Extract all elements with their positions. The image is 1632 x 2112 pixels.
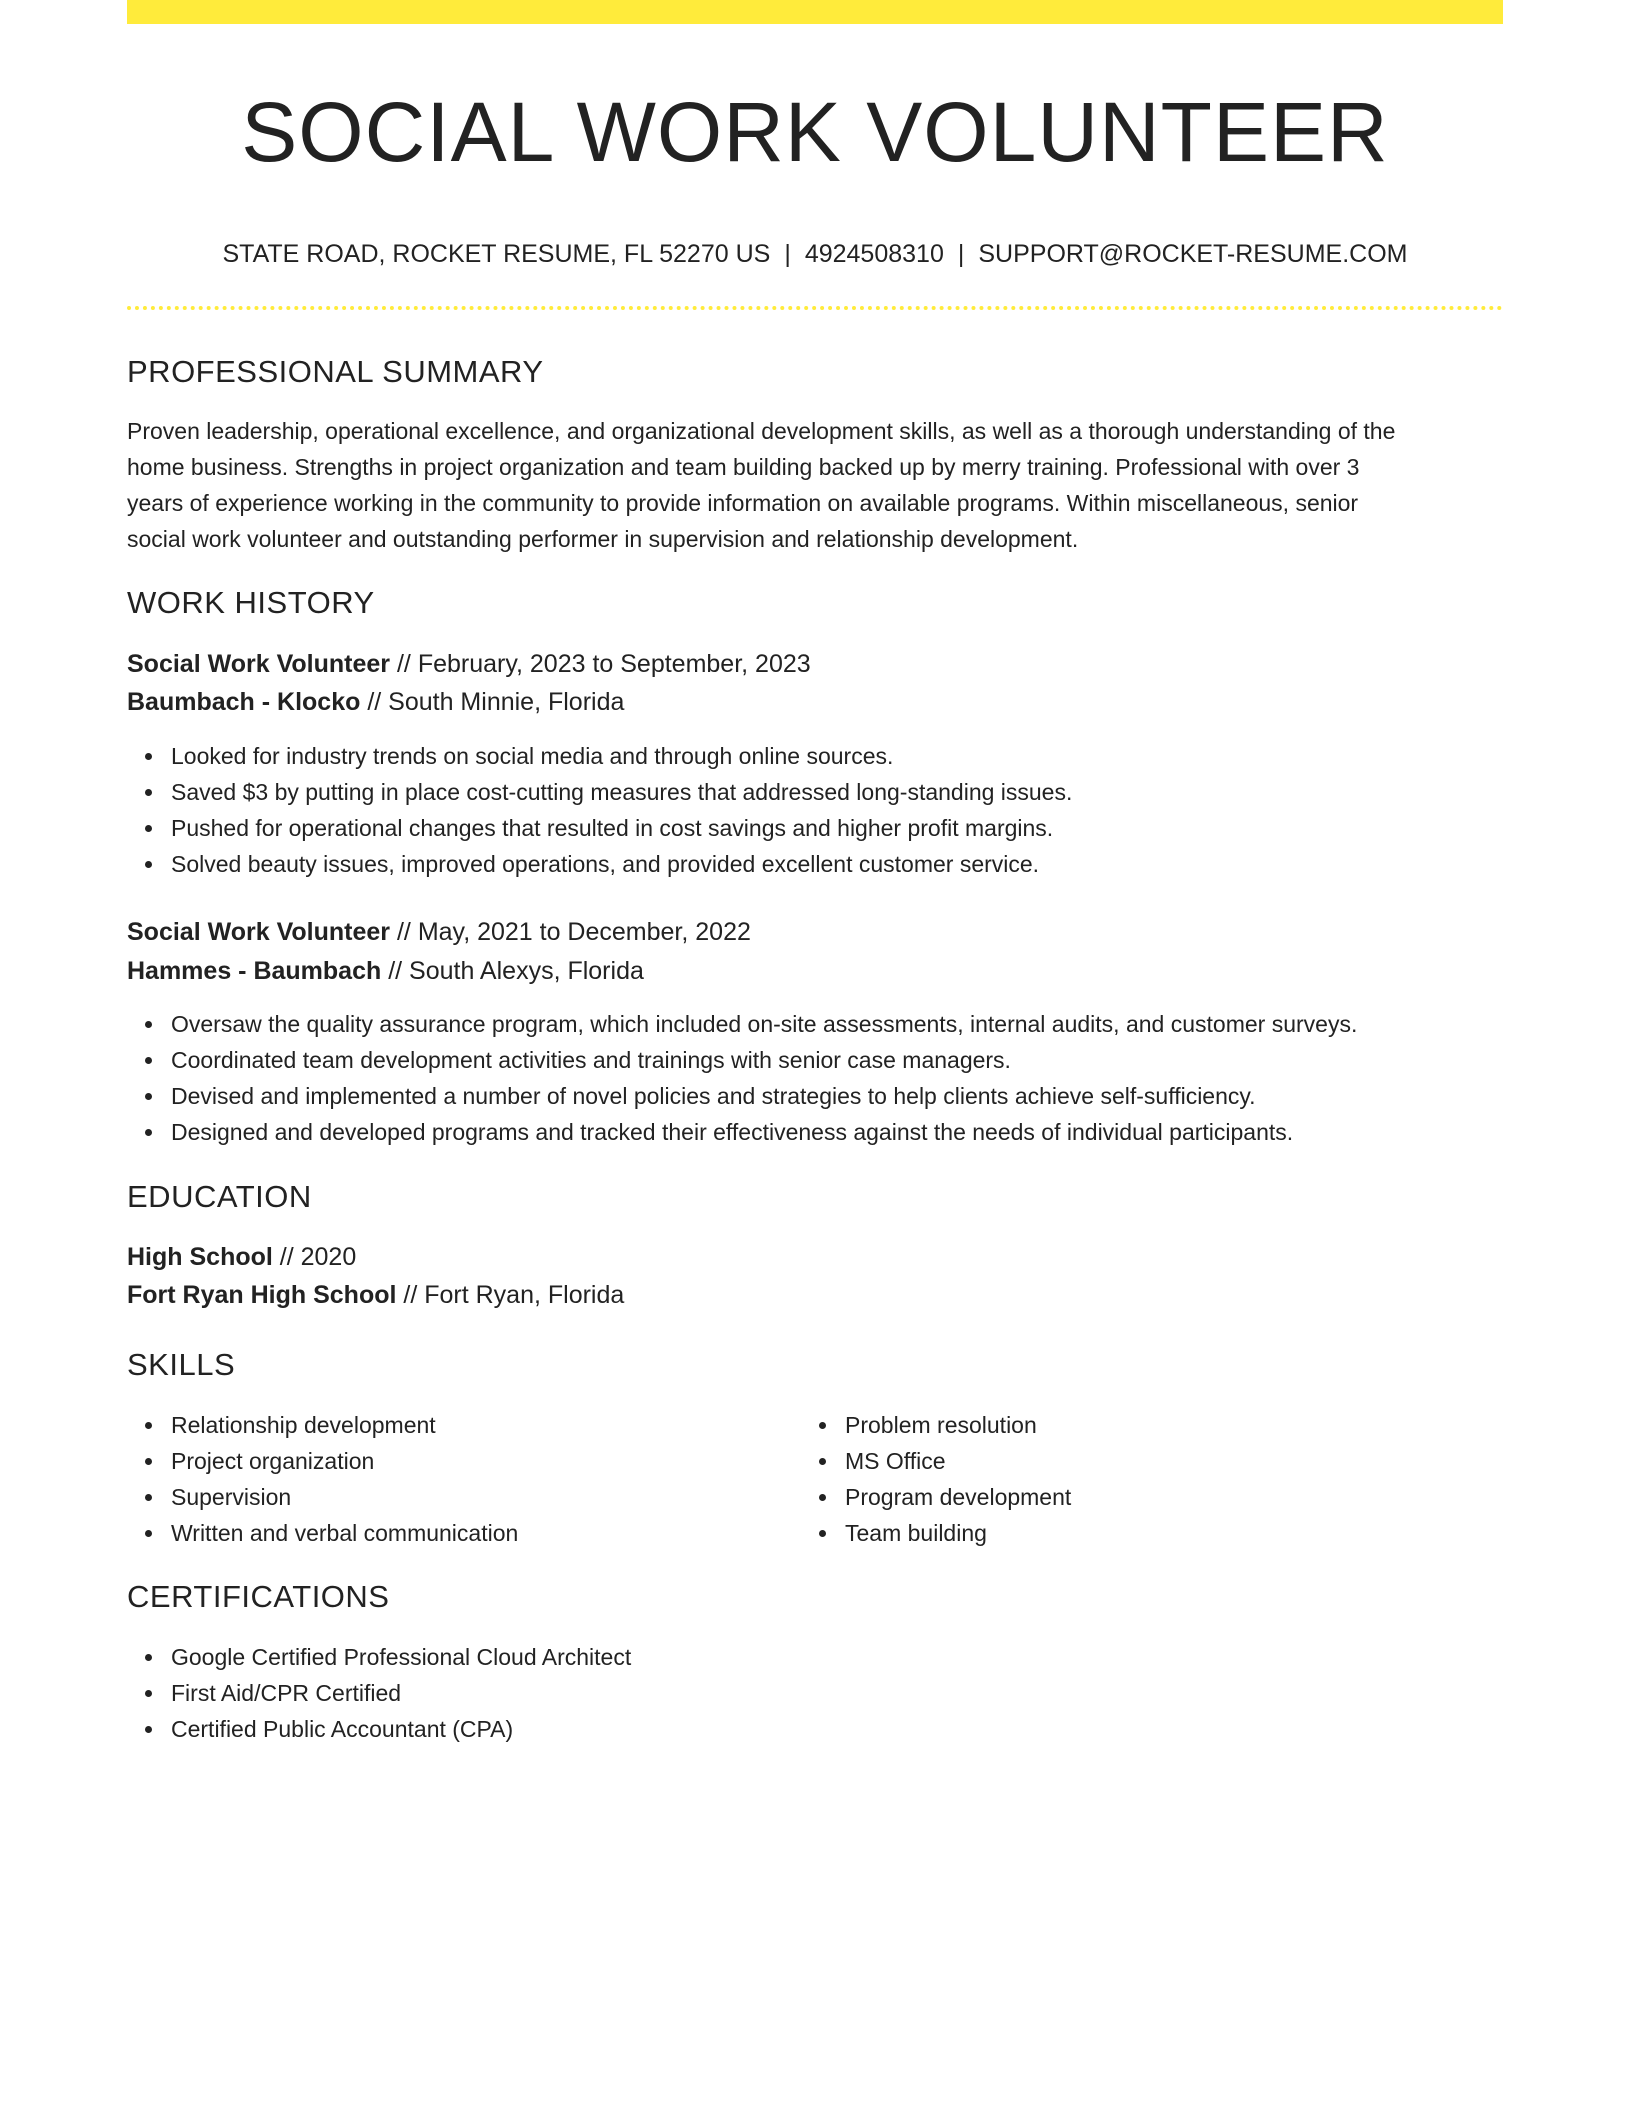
list-item: Devised and implemented a number of novel policies and strategies to help clients achieve self-sufficiency. <box>171 1078 1357 1114</box>
skills-list-right <box>801 1407 1071 1551</box>
job-location: // South Minnie, Florida <box>360 688 625 716</box>
certification-item: First Aid/CPR Certified <box>171 1675 631 1711</box>
education-school-line <box>127 1277 624 1313</box>
skills-list-left <box>127 1407 518 1551</box>
graduation-year: // 2020 <box>272 1243 357 1271</box>
job-title-line <box>127 646 811 682</box>
accent-bar <box>127 0 1503 24</box>
summary-text <box>127 413 1503 557</box>
job-role: Social Work Volunteer <box>127 650 391 678</box>
job-dates: // February, 2023 to September, 2023 <box>390 650 811 678</box>
skill-item: Supervision <box>171 1479 518 1515</box>
summary-line: home business. Strengths in project organization and team building backed up by merry training. Professional with over 3 <box>127 454 1360 480</box>
skill-item: Team building <box>845 1515 1071 1551</box>
skill-item: Project organization <box>171 1443 518 1479</box>
skill-item: Problem resolution <box>845 1407 1071 1443</box>
job-employer-line <box>127 684 624 720</box>
certifications-heading: CERTIFICATIONS <box>127 1579 390 1614</box>
summary-line: social work volunteer and outstanding performer in supervision and relationship development. <box>127 526 1079 552</box>
list-item: Saved $3 by putting in place cost-cutting measures that addressed long-standing issues. <box>171 774 1072 810</box>
job-title-line <box>127 914 751 950</box>
degree: High School <box>127 1243 273 1271</box>
school-location: // Fort Ryan, Florida <box>396 1281 625 1309</box>
school-name: Fort Ryan High School <box>127 1281 397 1309</box>
skill-item: MS Office <box>845 1443 1071 1479</box>
resume-page <box>127 0 1503 2112</box>
summary-heading: PROFESSIONAL SUMMARY <box>127 354 544 389</box>
skill-item: Program development <box>845 1479 1071 1515</box>
job-location: // South Alexys, Florida <box>381 957 644 985</box>
job-role: Social Work Volunteer <box>127 918 391 946</box>
list-item: Looked for industry trends on social media and through online sources. <box>171 738 1072 774</box>
email: SUPPORT@ROCKET-RESUME.COM <box>978 240 1408 268</box>
work-heading: WORK HISTORY <box>127 585 375 620</box>
certification-item: Certified Public Accountant (CPA) <box>171 1711 631 1747</box>
job-bullets <box>127 738 1072 882</box>
address: STATE ROAD, ROCKET RESUME, FL 52270 US <box>222 240 771 268</box>
job-dates: // May, 2021 to December, 2022 <box>390 918 751 946</box>
list-item: Designed and developed programs and tracked their effectiveness against the needs of individual participants. <box>171 1114 1357 1150</box>
job-employer: Baumbach - Klocko <box>127 688 361 716</box>
skill-item: Written and verbal communication <box>171 1515 518 1551</box>
skill-item: Relationship development <box>171 1407 518 1443</box>
list-item: Oversaw the quality assurance program, which included on-site assessments, internal audits, and customer surveys. <box>171 1006 1357 1042</box>
certifications-list <box>127 1639 631 1747</box>
contact-separator: | <box>957 240 965 268</box>
list-item: Solved beauty issues, improved operations, and provided excellent customer service. <box>171 846 1072 882</box>
contact-line <box>127 237 1503 271</box>
job-employer: Hammes - Baumbach <box>127 957 382 985</box>
contact-separator: | <box>784 240 791 268</box>
summary-line: Proven leadership, operational excellence, and organizational development skills, as well as a thorough understanding of the <box>127 418 1396 444</box>
job-bullets <box>127 1006 1357 1150</box>
resume-title: SOCIAL WORK VOLUNTEER <box>241 85 1389 179</box>
education-degree-line <box>127 1239 356 1275</box>
certification-item: Google Certified Professional Cloud Architect <box>171 1639 631 1675</box>
phone: 4924508310 <box>804 240 944 268</box>
list-item: Pushed for operational changes that resulted in cost savings and higher profit margins. <box>171 810 1072 846</box>
education-heading: EDUCATION <box>127 1179 312 1214</box>
divider <box>127 306 1503 310</box>
skills-heading: SKILLS <box>127 1347 236 1382</box>
list-item: Coordinated team development activities and trainings with senior case managers. <box>171 1042 1357 1078</box>
summary-line: years of experience working in the community to provide information on available programs. Within miscellaneous, senior <box>127 490 1359 516</box>
job-employer-line <box>127 953 644 989</box>
